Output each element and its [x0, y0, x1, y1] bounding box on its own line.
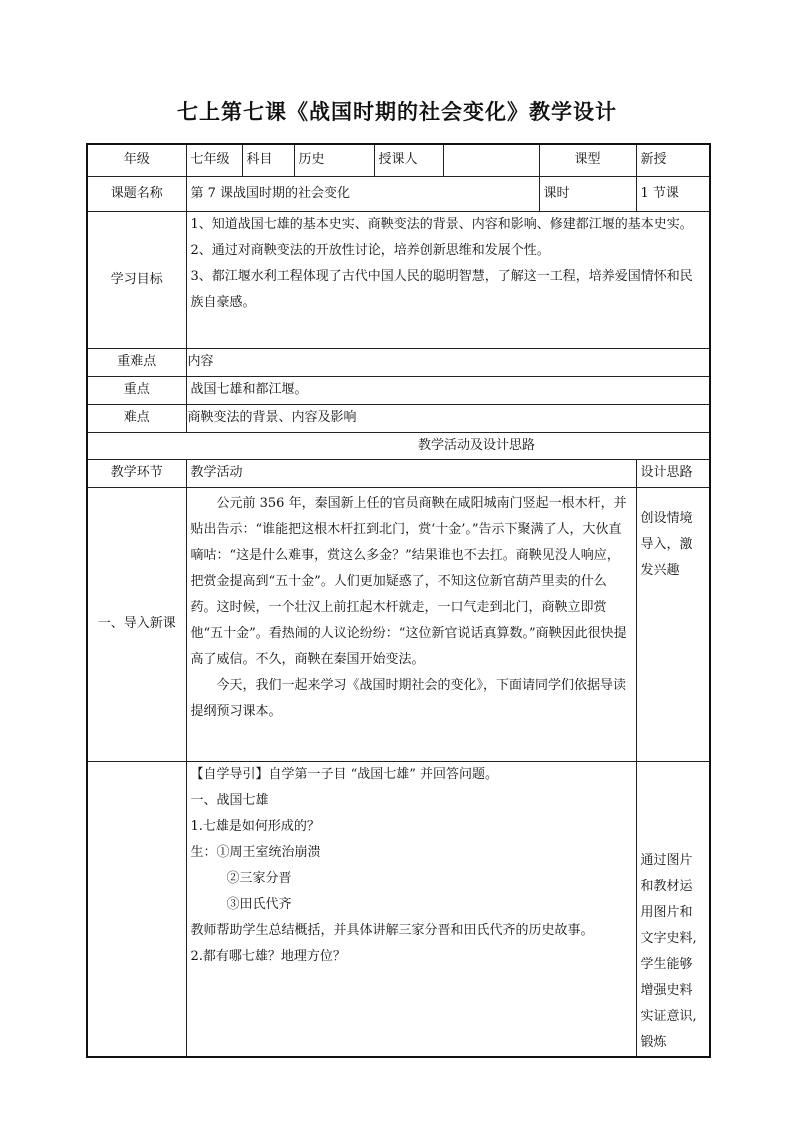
grade-label: 年级 — [87, 144, 186, 176]
self-study-line: ②三家分晋 — [226, 870, 292, 886]
intro-stage: 一、导入新课 — [87, 487, 186, 761]
subject-label: 科目 — [242, 144, 294, 176]
self-study-line: 【自学导引】自学第一子目 “战国七雄” 并回答问题。 — [190, 766, 499, 782]
topic-row — [87, 176, 710, 211]
header-row — [87, 144, 710, 176]
type-label: 课型 — [539, 144, 636, 176]
key-row — [87, 376, 710, 404]
objective-item: 1、知道战国七雄的基本史实、商鞅变法的背景、内容和影响、修建都江堰的基本史实。 — [190, 216, 693, 232]
objectives-row — [87, 211, 710, 348]
self-study-line: 一、战国七雄 — [190, 792, 269, 808]
intro-activity — [186, 487, 636, 761]
lesson-plan-table — [86, 143, 711, 1058]
key-label: 重点 — [87, 376, 186, 404]
objectives-content — [186, 211, 710, 348]
difficult-label: 难点 — [87, 404, 186, 432]
design-header: 设计思路 — [636, 459, 710, 487]
hours-value: 1 节课 — [636, 176, 710, 211]
activity-header: 教学活动 — [186, 459, 636, 487]
difficult-value: 商鞅变法的背景、内容及影响 — [186, 404, 710, 432]
subject-value: 历史 — [294, 144, 374, 176]
objectives-label: 学习目标 — [87, 211, 186, 348]
intro-row — [87, 487, 710, 761]
self-study-line: 教师帮助学生总结概括，并具体讲解三家分晋和田氏代齐的历史故事。 — [190, 922, 594, 938]
topic-label: 课题名称 — [87, 176, 186, 211]
intro-paragraph: 公元前 356 年，秦国新上任的官员商鞅在咸阳城南门竖起一根木杆，并贴出告示：“谁能把这根木杆扛到北门，赏‘十金’。”告示下聚满了人，大伙直嘀咕：“这是什么难事，赏这么多金？”结果谁也不去扛。商鞅见没人响应，把赏金提高到“五十金”。人们更加疑惑了，不知这位新官葫芦里卖的什么药。这时候，一个壮汉上前扛起木杆就走，一口气走到北门，商鞅立即赏他“五十金”。看热闹的人议论纷纷：“这位新官说话真算数。”商鞅因此很快提高了威信。不久，商鞅在秦国开始变法。 — [190, 495, 627, 667]
hours-label: 课时 — [539, 176, 636, 211]
intro-design: 创设情境导入，激发兴趣 — [636, 487, 710, 761]
section-title: 教学活动及设计思路 — [87, 432, 710, 459]
difficult-row — [87, 404, 710, 432]
column-header-row — [87, 459, 710, 487]
teacher-value — [443, 144, 539, 176]
type-value: 新授 — [636, 144, 710, 176]
section-title-row — [87, 432, 710, 459]
self-study-row — [87, 761, 710, 1057]
objective-item: 3、都江堰水利工程体现了古代中国人民的聪明智慧，了解这一工程，培养爱国情怀和民族自豪感。 — [190, 268, 693, 310]
self-study-stage — [87, 761, 186, 1057]
self-study-line: 生：①周王室统治崩溃 — [190, 844, 321, 860]
objective-item: 2、通过对商鞅变法的开放性讨论，培养创新思维和发展个性。 — [190, 242, 550, 258]
self-study-line: 2.都有哪七雄？地理方位？ — [190, 948, 346, 964]
intro-paragraph: 今天，我们一起来学习《战国时期社会的变化》，下面请同学们依据导读提纲预习课本。 — [190, 677, 627, 719]
key-value: 战国七雄和都江堰。 — [186, 376, 710, 404]
topic-value: 第 7 课战国时期的社会变化 — [186, 176, 539, 211]
document-title: 七上第七课《战国时期的社会变化》教学设计 — [177, 99, 617, 124]
key-difficult-value: 内容 — [186, 348, 710, 376]
self-study-line: ③田氏代齐 — [226, 896, 292, 912]
self-study-line: 1.七雄是如何形成的？ — [190, 818, 320, 834]
key-difficult-row — [87, 348, 710, 376]
teacher-label: 授课人 — [374, 144, 443, 176]
key-difficult-label: 重难点 — [87, 348, 186, 376]
self-study-design: 通过图片和教材运用图片和文字史料,学生能够增强史料实证意识,锻炼 — [636, 761, 710, 1057]
self-study-activity — [186, 761, 636, 1057]
stage-header: 教学环节 — [87, 459, 186, 487]
grade-value: 七年级 — [186, 144, 242, 176]
